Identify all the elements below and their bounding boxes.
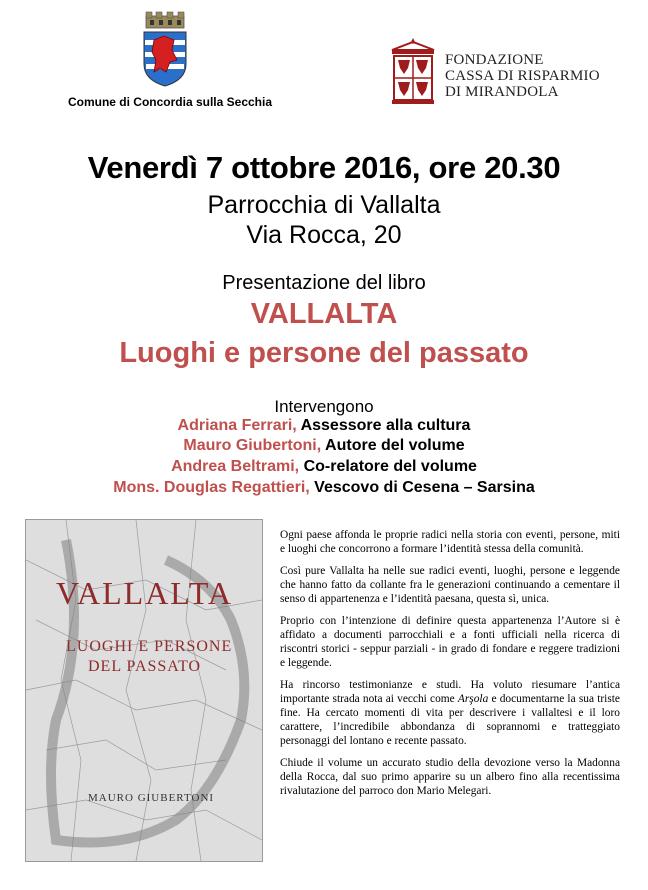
fondazione-line-1: FONDAZIONE <box>445 52 544 68</box>
cover-map-illustration <box>26 520 262 861</box>
description-paragraph <box>280 678 620 748</box>
fondazione-line-2: CASSA DI RISPARMIO <box>445 68 600 84</box>
description-paragraph: Così pure Vallalta ha nelle sue radici eventi, luoghi, persone e leggende che hanno fatto da collante fra le generazioni continuando a cementare il senso di appartenenza e l’identità paesana, questa sì, unica. <box>280 565 620 605</box>
description-paragraph: Ogni paese affonda le proprie radici nella storia con eventi, persone, miti e luoghi che concorrono a formare l’identità stessa della comunità. <box>280 529 620 555</box>
speaker-role: Vescovo di Cesena – Sarsina <box>314 479 535 496</box>
book-subtitle: Luoghi e persone del passato <box>119 337 529 369</box>
book-cover-image <box>25 519 263 862</box>
arsola-term: Arşola <box>457 693 489 705</box>
cover-author: MAURO GIUBERTONI <box>88 792 215 804</box>
fondazione-name <box>445 52 600 100</box>
presentation-label: Presentazione del libro <box>222 272 426 294</box>
event-place: Parrocchia di Vallalta <box>207 191 441 219</box>
description-text: Ha rincorso testimonianze e studi. Ha voluto riesumare l’antica importante strada nota ai vecchi come <box>280 679 620 705</box>
speaker-name: Andrea Beltrami, <box>171 458 300 475</box>
description-paragraph: Proprio con l’intenzione di definire questa appartenenza l’Autore si è affidato a documenti parrocchiali e a fonti ufficiali nella ricerca di riscontri storici - seppur parziali - in grado di fondare e reggere tradizioni e leggende. <box>280 615 620 669</box>
event-date-time: Venerdì 7 ottobre 2016, ore 20.30 <box>87 150 561 185</box>
description-paragraph: Chiude il volume un accurato studio della devozione verso la Madonna della Rocca, dal suo primo apparire su un albero fino alla recentissima rivalutazione del parroco don Mario Melegari. <box>280 757 620 797</box>
speaker-item <box>0 458 648 476</box>
speaker-name: Adriana Ferrari, <box>177 417 297 434</box>
fondazione-logo <box>388 36 438 106</box>
cover-title: VALLALTA <box>56 575 233 611</box>
comune-crest-logo <box>140 10 190 88</box>
comune-name: Comune di Concordia sulla Secchia <box>67 95 273 109</box>
speakers-heading: Intervengono <box>274 397 374 416</box>
speaker-name: Mons. Douglas Regattieri, <box>113 479 310 496</box>
book-title: VALLALTA <box>250 298 398 330</box>
speaker-item <box>0 417 648 435</box>
speaker-item <box>0 479 648 497</box>
speaker-role: Assessore alla cultura <box>300 417 471 434</box>
speaker-role: Co-relatore del volume <box>303 458 477 475</box>
fondazione-line-3: DI MIRANDOLA <box>445 84 559 100</box>
speaker-role: Autore del volume <box>325 437 465 454</box>
description-text: e documentarne la sua triste fine. Ha cercato momenti di vita per descrivere i vallaltesi e il loro carattere, l’incredibile abbondanza di soprannomi e tratteggiato personaggi del lontano e recente passato. <box>280 693 620 747</box>
cover-subtitle-line-1: LUOGHI E PERSONE <box>66 638 233 655</box>
event-address: Via Rocca, 20 <box>246 221 402 249</box>
book-description <box>280 528 620 806</box>
speaker-item <box>0 437 648 455</box>
cover-subtitle-line-2: DEL PASSATO <box>88 658 202 675</box>
speaker-name: Mauro Giubertoni, <box>183 437 322 454</box>
